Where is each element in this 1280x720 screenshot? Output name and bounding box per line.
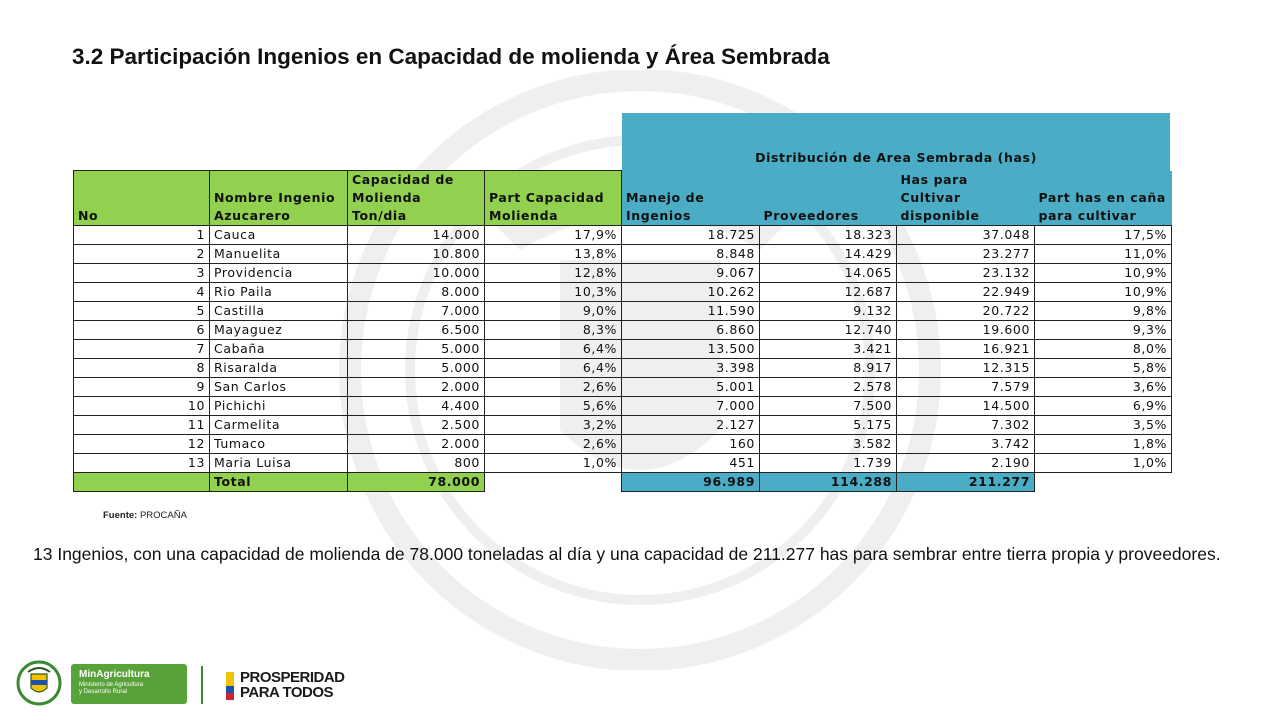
cell-part-capacidad: 13,8% [485,245,622,264]
cell-no: 10 [74,397,210,416]
cell-part-capacidad: 2,6% [485,435,622,454]
cell-no: 6 [74,321,210,340]
cell-no: 5 [74,302,210,321]
cell-capacidad: 800 [348,454,485,473]
cell-nombre: Cauca [210,226,348,245]
cell-manejo: 3.398 [622,359,760,378]
header-nombre: Nombre Ingenio Azucarero [210,171,348,226]
cell-part-has: 5,8% [1035,359,1172,378]
cell-part-capacidad: 5,6% [485,397,622,416]
cell-part-capacidad: 6,4% [485,340,622,359]
cell-proveedores: 18.323 [760,226,897,245]
cell-proveedores: 12.740 [760,321,897,340]
cell-has-cultivar: 22.949 [897,283,1035,302]
cell-part-capacidad: 6,4% [485,359,622,378]
table-row [74,416,1172,435]
cell-part-has: 17,5% [1035,226,1172,245]
table-row [74,264,1172,283]
total-no-cell [74,473,210,492]
cell-part-capacidad: 2,6% [485,378,622,397]
cell-nombre: Castilla [210,302,348,321]
cell-part-has: 1,8% [1035,435,1172,454]
cell-has-cultivar: 20.722 [897,302,1035,321]
total-label: Total [210,473,348,492]
cell-capacidad: 4.400 [348,397,485,416]
cell-part-capacidad: 8,3% [485,321,622,340]
cell-manejo: 18.725 [622,226,760,245]
table-row [74,340,1172,359]
ingenios-table [73,170,1172,492]
cell-manejo: 13.500 [622,340,760,359]
header-no: No [74,171,210,226]
cell-has-cultivar: 23.277 [897,245,1035,264]
cell-part-capacidad: 10,3% [485,283,622,302]
cell-nombre: Rio Paila [210,283,348,302]
total-capacidad: 78.000 [348,473,485,492]
cell-has-cultivar: 3.742 [897,435,1035,454]
cell-capacidad: 6.500 [348,321,485,340]
source-note [103,510,187,521]
cell-no: 8 [74,359,210,378]
cell-nombre: Pichichi [210,397,348,416]
cell-part-has: 10,9% [1035,283,1172,302]
summary-paragraph: 13 Ingenios, con una capacidad de molienda de 78.000 toneladas al día y una capacidad de 211.277 has para sembrar entre tierra propia y proveedores. [33,544,1221,564]
total-manejo: 96.989 [622,473,760,492]
cell-part-capacidad: 1,0% [485,454,622,473]
source-label: Fuente: [103,510,138,521]
cell-has-cultivar: 23.132 [897,264,1035,283]
cell-nombre: Mayaguez [210,321,348,340]
table-row [74,245,1172,264]
cell-manejo: 11.590 [622,302,760,321]
cell-part-has: 10,9% [1035,264,1172,283]
cell-proveedores: 2.578 [760,378,897,397]
cell-nombre: Manuelita [210,245,348,264]
cell-no: 7 [74,340,210,359]
cell-nombre: Risaralda [210,359,348,378]
total-part-has-empty [1035,473,1172,492]
cell-no: 2 [74,245,210,264]
cell-capacidad: 8.000 [348,283,485,302]
header-part-capacidad: Part Capacidad Molienda [485,171,622,226]
table-row [74,321,1172,340]
cell-has-cultivar: 14.500 [897,397,1035,416]
footer-divider [201,666,203,704]
cell-manejo: 6.860 [622,321,760,340]
colombia-flag-icon [226,672,234,700]
header-manejo: Manejo de Ingenios [622,171,760,226]
cell-has-cultivar: 7.579 [897,378,1035,397]
cell-no: 13 [74,454,210,473]
cell-proveedores: 8.917 [760,359,897,378]
cell-manejo: 10.262 [622,283,760,302]
total-part-empty [485,473,622,492]
area-sembrada-header-band [622,113,1170,171]
cell-nombre: Tumaco [210,435,348,454]
cell-capacidad: 10.000 [348,264,485,283]
cell-has-cultivar: 37.048 [897,226,1035,245]
table-row [74,454,1172,473]
cell-has-cultivar: 2.190 [897,454,1035,473]
cell-capacidad: 7.000 [348,302,485,321]
header-capacidad: Capacidad de Molienda Ton/dia [348,171,485,226]
minagricultura-logo [71,664,187,704]
cell-part-has: 11,0% [1035,245,1172,264]
cell-no: 1 [74,226,210,245]
cell-manejo: 8.848 [622,245,760,264]
header-has-cultivar: Has para Cultivar disponible [897,171,1035,226]
prosperidad-logo [240,670,345,700]
cell-no: 11 [74,416,210,435]
cell-proveedores: 5.175 [760,416,897,435]
cell-proveedores: 3.421 [760,340,897,359]
cell-nombre: San Carlos [210,378,348,397]
cell-capacidad: 14.000 [348,226,485,245]
cell-has-cultivar: 7.302 [897,416,1035,435]
cell-manejo: 5.001 [622,378,760,397]
cell-capacidad: 5.000 [348,340,485,359]
cell-manejo: 2.127 [622,416,760,435]
cell-no: 3 [74,264,210,283]
cell-part-has: 1,0% [1035,454,1172,473]
cell-part-has: 8,0% [1035,340,1172,359]
cell-proveedores: 12.687 [760,283,897,302]
cell-has-cultivar: 16.921 [897,340,1035,359]
table-row [74,397,1172,416]
cell-manejo: 160 [622,435,760,454]
cell-proveedores: 3.582 [760,435,897,454]
cell-capacidad: 2.000 [348,378,485,397]
cell-capacidad: 5.000 [348,359,485,378]
total-row [74,473,1172,492]
table-row [74,302,1172,321]
colombia-shield-icon [16,660,62,706]
header-part-has: Part has en caña para cultivar [1035,171,1172,226]
cell-part-capacidad: 9,0% [485,302,622,321]
cell-has-cultivar: 19.600 [897,321,1035,340]
header-proveedores: Proveedores [760,171,897,226]
cell-part-capacidad: 12,8% [485,264,622,283]
total-has: 211.277 [897,473,1035,492]
cell-no: 12 [74,435,210,454]
minagri-title: MinAgricultura [79,669,150,680]
cell-nombre: Maria Luisa [210,454,348,473]
cell-no: 4 [74,283,210,302]
cell-manejo: 451 [622,454,760,473]
table-row [74,283,1172,302]
cell-nombre: Providencia [210,264,348,283]
cell-part-has: 6,9% [1035,397,1172,416]
area-sembrada-header: Distribución de Area Sembrada (has) [755,150,1037,165]
page-title: 3.2 Participación Ingenios en Capacidad de molienda y Área Sembrada [72,44,830,69]
cell-proveedores: 9.132 [760,302,897,321]
table-row [74,378,1172,397]
cell-proveedores: 14.429 [760,245,897,264]
cell-part-has: 3,6% [1035,378,1172,397]
cell-part-capacidad: 17,9% [485,226,622,245]
table-row [74,226,1172,245]
table-row [74,435,1172,454]
cell-proveedores: 14.065 [760,264,897,283]
cell-capacidad: 10.800 [348,245,485,264]
prosperidad-line1: PROSPERIDAD [240,669,345,686]
minagri-sub2: y Desarrollo Rural [79,689,128,695]
table-header-row [74,171,1172,226]
prosperidad-line2: PARA TODOS [240,684,334,701]
cell-part-capacidad: 3,2% [485,416,622,435]
cell-no: 9 [74,378,210,397]
cell-proveedores: 1.739 [760,454,897,473]
table-row [74,359,1172,378]
cell-proveedores: 7.500 [760,397,897,416]
cell-part-has: 9,8% [1035,302,1172,321]
cell-capacidad: 2.000 [348,435,485,454]
cell-nombre: Cabaña [210,340,348,359]
cell-manejo: 7.000 [622,397,760,416]
cell-has-cultivar: 12.315 [897,359,1035,378]
cell-capacidad: 2.500 [348,416,485,435]
cell-nombre: Carmelita [210,416,348,435]
source-value: PROCAÑA [139,510,187,521]
cell-part-has: 9,3% [1035,321,1172,340]
total-proveedores: 114.288 [760,473,897,492]
cell-part-has: 3,5% [1035,416,1172,435]
cell-manejo: 9.067 [622,264,760,283]
minagri-subtitle [79,682,143,696]
minagri-sub1: Ministerio de Agricultura [79,682,144,688]
